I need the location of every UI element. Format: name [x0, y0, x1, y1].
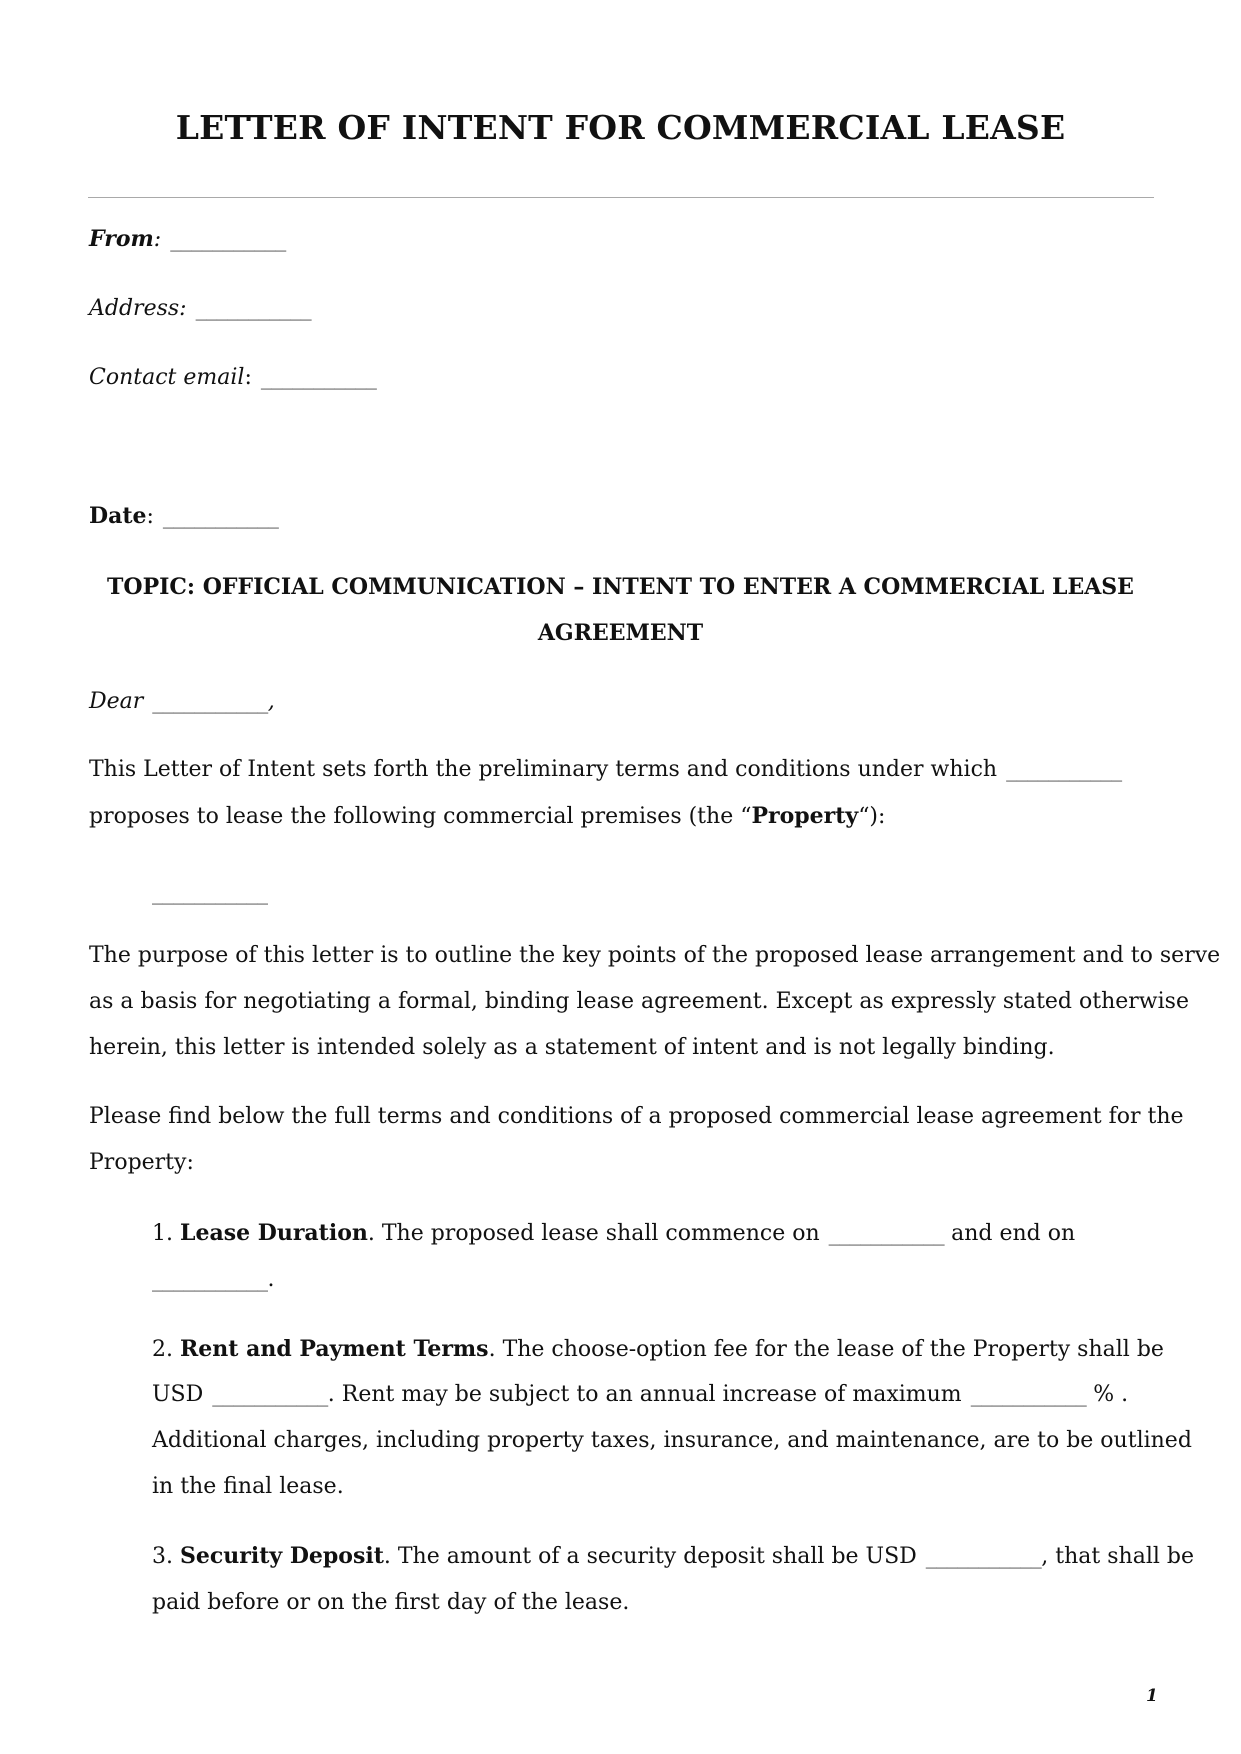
salutation-comma: , — [267, 689, 275, 714]
property-term: Property — [751, 803, 859, 829]
item-2-text-mid: . Rent may be subject to an annual increase of maximum — [327, 1382, 962, 1407]
address-blank[interactable]: ___________ — [195, 296, 312, 321]
item-2-number: 2. — [152, 1337, 173, 1362]
contact-email-field — [89, 365, 376, 390]
from-field — [89, 226, 286, 252]
item-1-line-2 — [152, 1267, 275, 1292]
property-address-line — [152, 880, 268, 905]
item-3-line-2: paid before or on the first day of the lease. — [152, 1590, 630, 1615]
item-1-text-end: and end on — [951, 1221, 1076, 1246]
date-blank[interactable]: ___________ — [162, 504, 279, 529]
rent-increase-blank[interactable]: ___________ — [970, 1382, 1087, 1407]
item-3-number: 3. — [152, 1544, 173, 1569]
contact-email-blank[interactable]: ___________ — [260, 365, 377, 390]
item-1-number: 1. — [152, 1221, 173, 1246]
date-field — [89, 503, 278, 529]
contact-email-colon: : — [244, 365, 252, 390]
salutation — [89, 689, 275, 714]
topic-line-2: AGREEMENT — [537, 620, 704, 646]
lease-start-blank[interactable]: ___________ — [828, 1221, 945, 1246]
percent-sign: % . — [1093, 1382, 1129, 1407]
usd-label: USD — [152, 1382, 204, 1407]
address-label: Address: — [89, 296, 187, 321]
intro-text-2-end: “): — [858, 804, 886, 829]
intro-line-1 — [89, 757, 1122, 782]
address-field — [89, 296, 311, 321]
title-divider — [88, 197, 1154, 198]
from-label: From — [89, 226, 154, 252]
item-1-line-1 — [152, 1220, 1075, 1246]
item-3-text-end: , that shall be — [1041, 1544, 1194, 1569]
intro-text-1: This Letter of Intent sets forth the preliminary terms and conditions under which — [89, 757, 998, 782]
topic-line-1: TOPIC: OFFICIAL COMMUNICATION – INTENT TO ENTER A COMMERCIAL LEASE — [107, 574, 1134, 600]
item-1-period: . — [267, 1267, 275, 1292]
date-label: Date — [89, 503, 147, 529]
date-colon: : — [146, 504, 154, 529]
intro-text-2: proposes to lease the following commercial premises (the “ — [89, 804, 752, 829]
lease-end-blank[interactable]: ___________ — [152, 1267, 268, 1292]
purpose-line-2: as a basis for negotiating a formal, binding lease agreement. Except as expressly stated otherwise — [89, 989, 1189, 1014]
item-2-line-1 — [152, 1336, 1164, 1362]
rent-amount-blank[interactable]: ___________ — [212, 1382, 328, 1407]
item-2-heading: Rent and Payment Terms — [180, 1336, 489, 1362]
deposit-amount-blank[interactable]: ___________ — [925, 1544, 1042, 1569]
document-title: LETTER OF INTENT FOR COMMERCIAL LEASE — [175, 108, 1066, 147]
from-blank[interactable]: ___________ — [170, 227, 286, 252]
item-2-line-3: Additional charges, including property taxes, insurance, and maintenance, are to be outlined — [152, 1428, 1192, 1453]
item-3-text: . The amount of a security deposit shall be USD — [383, 1544, 917, 1569]
item-1-text: . The proposed lease shall commence on — [367, 1221, 820, 1246]
recipient-blank[interactable]: ___________ — [152, 689, 268, 714]
item-3-heading: Security Deposit — [180, 1543, 384, 1569]
intro-line-2 — [89, 803, 885, 829]
property-address-blank[interactable]: ___________ — [152, 880, 268, 905]
please-line-1: Please find below the full terms and conditions of a proposed commercial lease agreement for the — [89, 1104, 1184, 1129]
item-2-text: . The choose-option fee for the lease of the Property shall be — [488, 1337, 1164, 1362]
salutation-word: Dear — [89, 689, 144, 714]
item-1-heading: Lease Duration — [180, 1220, 368, 1246]
item-3-line-1 — [152, 1543, 1194, 1569]
from-colon: : — [153, 227, 162, 252]
lessee-blank[interactable]: ___________ — [1006, 757, 1122, 782]
purpose-line-3: herein, this letter is intended solely as a statement of intent and is not legally binding. — [89, 1035, 1055, 1060]
page-number: 1 — [1146, 1686, 1158, 1706]
please-line-2: Property: — [89, 1150, 194, 1175]
item-2-line-4: in the final lease. — [152, 1474, 344, 1499]
purpose-line-1: The purpose of this letter is to outline the key points of the proposed lease arrangement and to serve — [89, 943, 1221, 968]
item-2-line-2 — [152, 1382, 1128, 1407]
contact-email-label: Contact email — [89, 365, 245, 390]
